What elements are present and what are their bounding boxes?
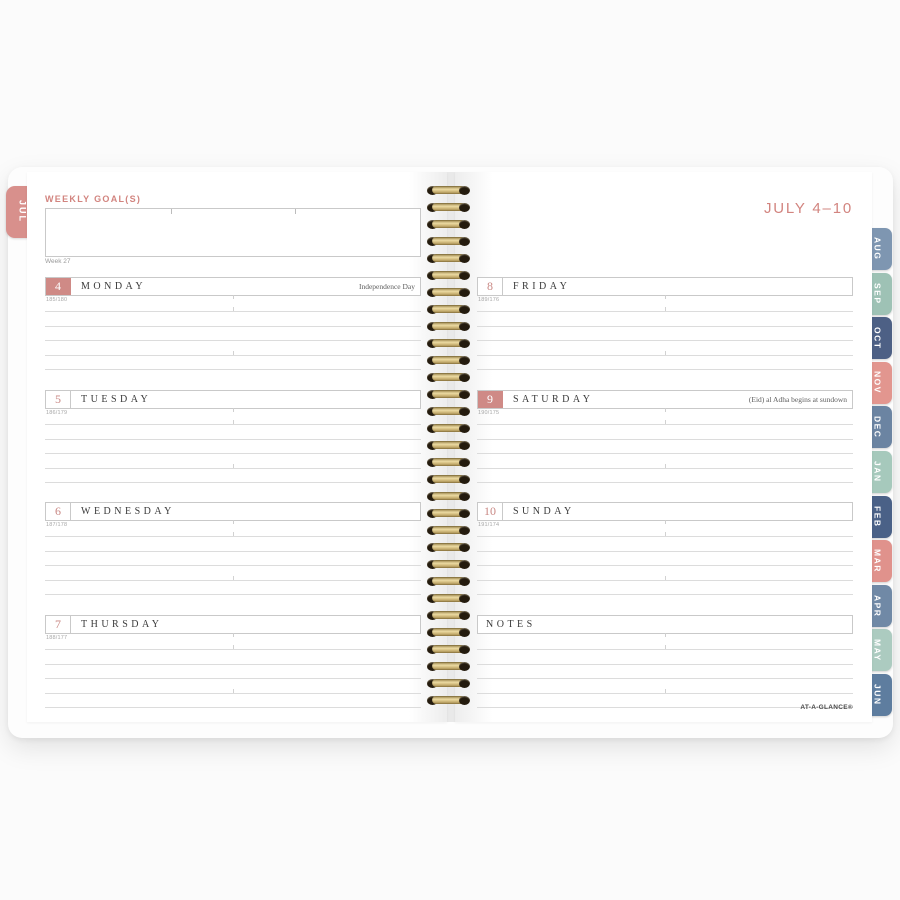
day-number: 4 (46, 278, 71, 295)
spiral-coil (425, 696, 472, 704)
punch-hole-right (459, 628, 470, 637)
spiral-coil (425, 288, 472, 296)
day-number: 10 (478, 503, 503, 520)
day-section (45, 277, 421, 389)
ruled-line (477, 311, 853, 312)
punch-hole-right (459, 543, 470, 552)
month-tab-label: AUG (872, 237, 883, 261)
punch-hole-right (459, 203, 470, 212)
punch-hole-right (459, 390, 470, 399)
ruled-line (45, 649, 421, 650)
punch-hole-right (459, 441, 470, 450)
day-of-year-label: 185/180 (46, 297, 68, 303)
month-tab-label: FEB (872, 505, 883, 528)
punch-hole-right (459, 186, 470, 195)
punch-hole-right (459, 407, 470, 416)
day-header (45, 277, 421, 296)
day-section (45, 502, 421, 614)
day-section (45, 615, 421, 727)
month-tab-label: JAN (872, 461, 883, 483)
day-number: 6 (46, 503, 71, 520)
ruled-line (477, 355, 853, 356)
goal-box-tick (171, 209, 172, 214)
spiral-coil (425, 271, 472, 279)
punch-hole-right (459, 220, 470, 229)
ruled-line (477, 439, 853, 440)
punch-hole-right (459, 373, 470, 382)
punch-hole-right (459, 305, 470, 314)
ruled-line (45, 468, 421, 469)
ruled-line (477, 326, 853, 327)
punch-hole-right (459, 662, 470, 671)
day-header (477, 390, 853, 409)
ruled-line (477, 649, 853, 650)
ruled-line (477, 551, 853, 552)
punch-hole-right (459, 560, 470, 569)
month-tab-label: JUL (17, 200, 28, 224)
day-header (45, 615, 421, 634)
ruled-line (45, 664, 421, 665)
punch-hole-right (459, 526, 470, 535)
day-of-year-label: 191/174 (478, 522, 500, 528)
day-name-label: SUNDAY (513, 506, 575, 517)
ruled-line (45, 551, 421, 552)
spiral-coil (425, 577, 472, 585)
punch-hole-right (459, 322, 470, 331)
ruled-line (45, 355, 421, 356)
spiral-coil (425, 254, 472, 262)
ruled-line (45, 594, 421, 595)
month-tab-label: JUN (872, 684, 883, 706)
ruled-line (477, 424, 853, 425)
holiday-label: (Eid) al Adha begins at sundown (748, 395, 847, 404)
notes-label: NOTES (486, 619, 536, 630)
spiral-coil (425, 509, 472, 517)
spiral-coil (425, 203, 472, 211)
day-header (45, 502, 421, 521)
spiral-coil (425, 373, 472, 381)
punch-hole-right (459, 237, 470, 246)
day-section (477, 502, 853, 614)
brand-logo-text: AT-A-GLANCE® (800, 704, 853, 711)
day-header (477, 277, 853, 296)
goal-box-tick (295, 209, 296, 214)
month-tab-label: OCT (872, 326, 883, 350)
day-name-label: THURSDAY (81, 619, 163, 630)
spiral-coil (425, 220, 472, 228)
ruled-line (477, 678, 853, 679)
ruled-line (45, 439, 421, 440)
spiral-coil (425, 305, 472, 313)
day-of-year-label: 189/176 (478, 297, 500, 303)
day-of-year-label: 186/179 (46, 410, 68, 416)
spiral-coil (425, 492, 472, 500)
month-tab-label: MAY (872, 639, 883, 662)
punch-hole-right (459, 645, 470, 654)
date-range-heading: JULY 4–10 (763, 200, 853, 217)
day-number: 7 (46, 616, 71, 633)
spiral-coil (425, 594, 472, 602)
spiral-coil (425, 475, 472, 483)
punch-hole-right (459, 424, 470, 433)
ruled-line (45, 369, 421, 370)
ruled-line (45, 424, 421, 425)
spiral-coil (425, 390, 472, 398)
day-name-label: MONDAY (81, 281, 147, 292)
day-number: 8 (478, 278, 503, 295)
day-name-label: TUESDAY (81, 394, 152, 405)
ruled-line (45, 326, 421, 327)
punch-hole-right (459, 339, 470, 348)
punch-hole-right (459, 271, 470, 280)
ruled-line (477, 565, 853, 566)
day-section (477, 390, 853, 502)
ruled-line (45, 707, 421, 708)
ruled-line (477, 580, 853, 581)
ruled-line (45, 565, 421, 566)
spiral-coil (425, 458, 472, 466)
spiral-coil (425, 322, 472, 330)
spiral-coil (425, 186, 472, 194)
month-tab-label: MAR (872, 549, 883, 574)
spiral-coil (425, 543, 472, 551)
punch-hole-right (459, 492, 470, 501)
punch-hole-right (459, 594, 470, 603)
day-name-label: WEDNESDAY (81, 506, 175, 517)
ruled-line (477, 340, 853, 341)
punch-hole-right (459, 458, 470, 467)
holiday-label: Independence Day (358, 282, 415, 291)
spiral-coil (425, 526, 472, 534)
weekly-goals-box (45, 208, 421, 257)
ruled-line (477, 453, 853, 454)
weekly-goals-label: WEEKLY GOAL(S) (45, 194, 142, 204)
day-number: 9 (478, 391, 503, 408)
spiral-coil (425, 662, 472, 670)
ruled-line (477, 369, 853, 370)
punch-hole-right (459, 611, 470, 620)
punch-hole-right (459, 475, 470, 484)
day-section (477, 277, 853, 389)
punch-hole-right (459, 288, 470, 297)
ruled-line (477, 536, 853, 537)
ruled-line (45, 340, 421, 341)
day-name-label: SATURDAY (513, 394, 594, 405)
notes-header (477, 615, 853, 634)
day-of-year-label: 190/175 (478, 410, 500, 416)
ruled-line (45, 453, 421, 454)
spiral-coil (425, 645, 472, 653)
ruled-line (477, 468, 853, 469)
spiral-coil (425, 407, 472, 415)
punch-hole-right (459, 509, 470, 518)
day-name-label: FRIDAY (513, 281, 571, 292)
ruled-line (477, 693, 853, 694)
day-of-year-label: 187/178 (46, 522, 68, 528)
month-tab-label: DEC (872, 416, 883, 439)
month-tab-label: SEP (872, 282, 883, 305)
ruled-line (477, 664, 853, 665)
spiral-coil (425, 339, 472, 347)
ruled-line (45, 536, 421, 537)
spiral-coil (425, 237, 472, 245)
punch-hole-right (459, 254, 470, 263)
punch-hole-right (459, 356, 470, 365)
day-of-year-label: 188/177 (46, 635, 68, 641)
punch-hole-right (459, 679, 470, 688)
spiral-coil (425, 356, 472, 364)
day-header (477, 502, 853, 521)
spiral-coil (425, 424, 472, 432)
month-tab-label: NOV (872, 371, 883, 395)
ruled-line (477, 482, 853, 483)
punch-hole-right (459, 696, 470, 705)
ruled-line (45, 693, 421, 694)
ruled-line (45, 311, 421, 312)
spiral-coil (425, 628, 472, 636)
month-tab-label: APR (872, 594, 883, 618)
day-header (45, 390, 421, 409)
spiral-coil (425, 560, 472, 568)
ruled-line (45, 482, 421, 483)
spiral-coil (425, 679, 472, 687)
spiral-coil (425, 441, 472, 449)
week-number-label: Week 27 (45, 258, 71, 265)
ruled-line (477, 594, 853, 595)
day-section (45, 390, 421, 502)
ruled-line (45, 678, 421, 679)
day-number: 5 (46, 391, 71, 408)
punch-hole-right (459, 577, 470, 586)
spiral-coil (425, 611, 472, 619)
ruled-line (45, 580, 421, 581)
